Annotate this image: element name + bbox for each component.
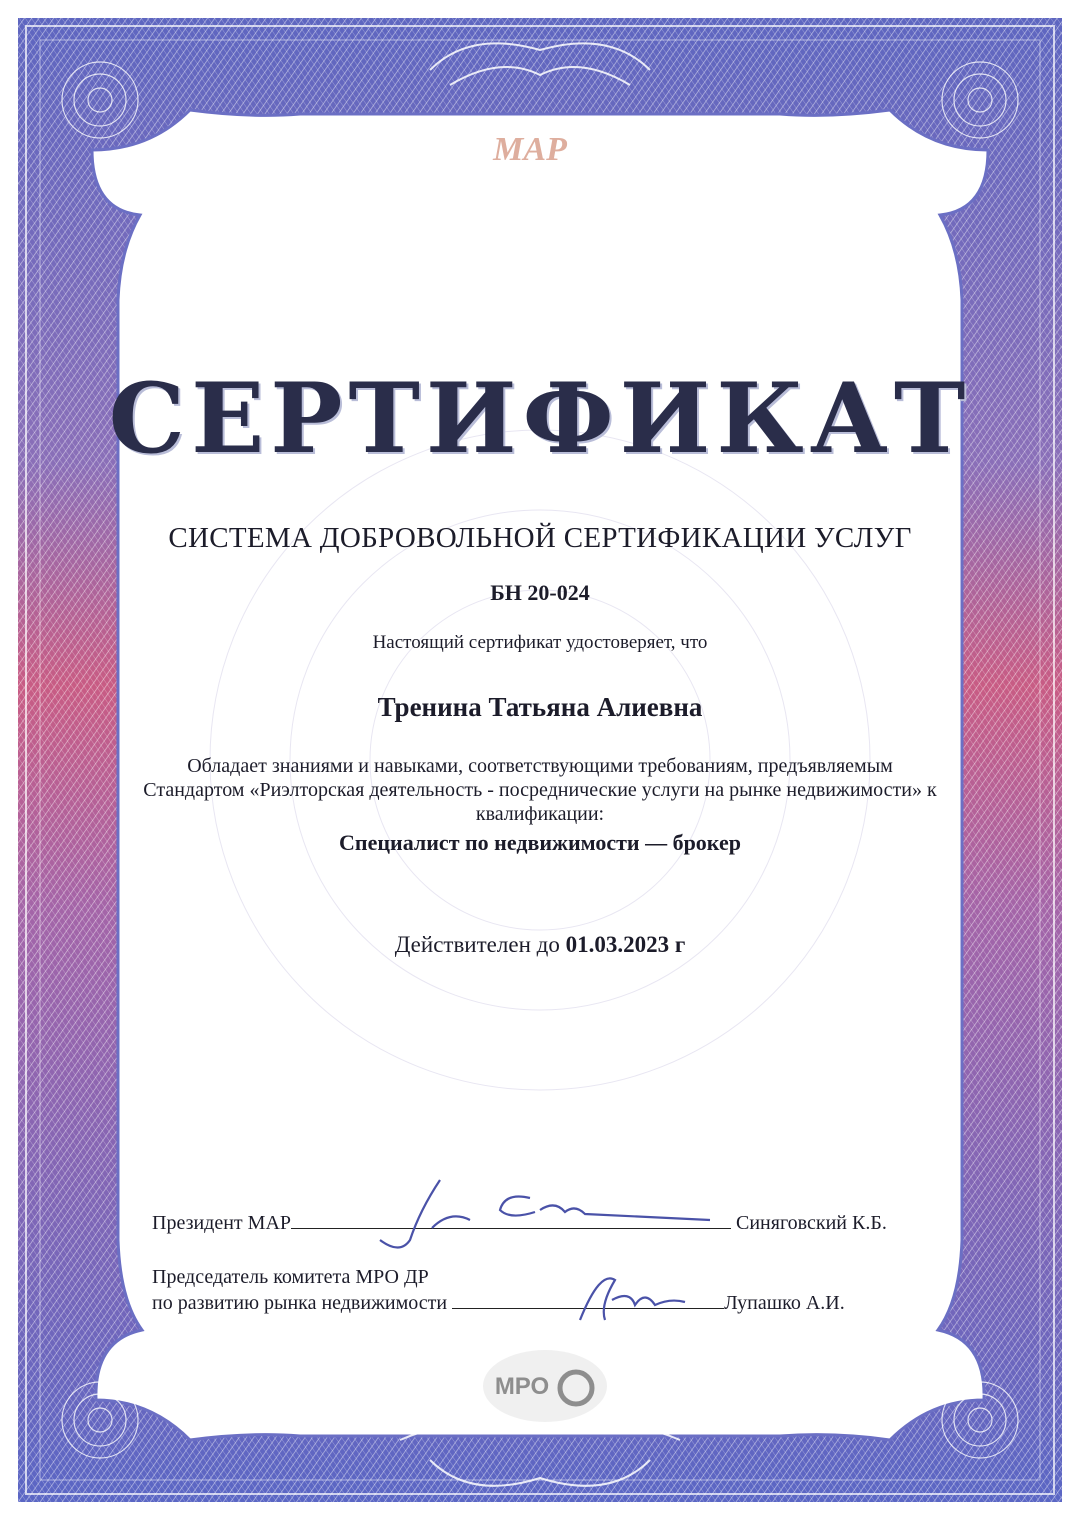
logo-mar-icon (490, 120, 570, 180)
validity (0, 932, 1080, 958)
stamp-mro-icon (480, 1346, 610, 1426)
president-name: Синяговский К.Б. (736, 1212, 887, 1234)
chair-role-line2: по развитию рынка недвижимости (152, 1292, 448, 1314)
signature-row-chair (152, 1292, 845, 1315)
description-text: Обладает знаниями и навыками, соответствующими требованиям, предъявляемым Стандартом «Риэлторская деятельность - посреднические услуги на рынке недвижимости» к квалификации: (143, 755, 937, 825)
validity-label: Действителен до (394, 932, 560, 957)
chair-name: Лупашко А.И. (724, 1292, 845, 1314)
validity-date: 01.03.2023 г (565, 932, 686, 957)
president-role: Президент МАР (152, 1212, 292, 1234)
signature-president (360, 1170, 720, 1260)
qualification: Специалист по недвижимости — брокер (339, 830, 741, 855)
svg-text:МАР: МАР (493, 131, 567, 168)
holder-name: Тренина Татьяна Алиевна (377, 692, 703, 722)
certificate-code: БН 20-024 (490, 580, 590, 605)
chair-role-line1: Председатель комитета МРО ДР (152, 1266, 429, 1288)
svg-text:МРО: МРО (494, 1373, 550, 1400)
system-name: СИСТЕМА ДОБРОВОЛЬНОЙ СЕРТИФИКАЦИИ УСЛУГ (168, 522, 912, 554)
certificate-title: СЕРТИФИКАТ (108, 362, 972, 475)
certifies-text: Настоящий сертификат удостоверяет, что (372, 632, 708, 653)
signature-chair (560, 1260, 700, 1340)
